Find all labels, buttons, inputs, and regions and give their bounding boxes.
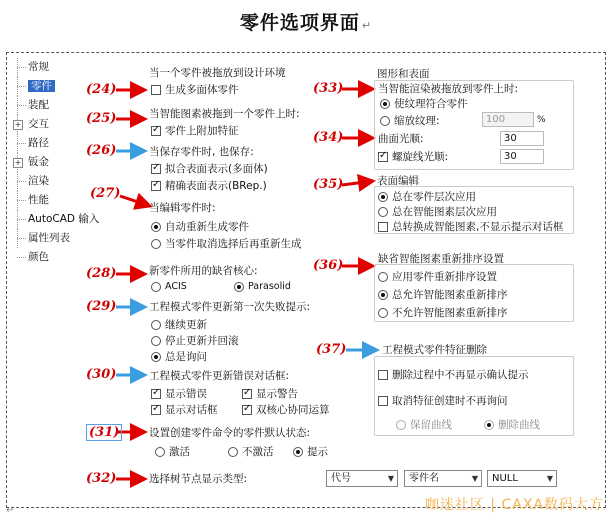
allow-reorder-radio[interactable] xyxy=(378,290,388,300)
watermark: 咖迷社区 | CAXA数码大方 xyxy=(424,497,604,513)
thread-smooth-checkbox[interactable] xyxy=(378,152,388,162)
dual-core-label: 双核心协同运算 xyxy=(256,404,330,416)
multi-body-label: 生成多面体零件 xyxy=(165,84,239,96)
sidebar-item-color[interactable]: 颜色 xyxy=(12,248,106,267)
forbid-reorder-label: 不允许智能图素重新排序 xyxy=(392,307,508,319)
marker-30: (30) xyxy=(86,367,117,382)
marker-34: (34) xyxy=(313,130,344,145)
marker-24: (24) xyxy=(86,82,117,97)
edit-heading: 当编辑零件时: xyxy=(149,202,216,214)
show-warning-checkbox[interactable] xyxy=(242,389,252,399)
surface-smooth-input[interactable]: 30 xyxy=(500,131,544,146)
kernel-heading: 新零件所用的缺省核心: xyxy=(149,265,258,277)
marker-31: (31) xyxy=(86,424,122,441)
percent-unit: % xyxy=(537,115,546,125)
apply-reorder-label: 应用零件重新排序设置 xyxy=(392,271,497,283)
marker-25: (25) xyxy=(86,111,117,126)
acis-radio[interactable] xyxy=(151,282,161,292)
code-dropdown[interactable]: 代号 ▼ xyxy=(326,470,398,487)
activate-label: 激活 xyxy=(169,446,190,458)
continue-update-label: 继续更新 xyxy=(165,319,207,331)
tree-node-type-heading: 选择树节点显示类型: xyxy=(149,473,248,485)
parasolid-label: Parasolid xyxy=(248,281,291,292)
auto-regen-radio[interactable] xyxy=(151,222,161,232)
chevron-down-icon: ▼ xyxy=(546,474,553,483)
fit-texture-label: 使纹理符合零件 xyxy=(394,98,468,110)
fit-surface-label: 拟合表面表示(多面体) xyxy=(165,163,268,175)
stop-rollback-radio[interactable] xyxy=(151,336,161,346)
surface-edit-heading: 表面编辑 xyxy=(377,175,419,187)
surface-smooth-label: 曲面光顺: xyxy=(378,133,424,145)
acis-label: ACIS xyxy=(165,281,187,292)
sidebar-item-general[interactable]: 常规 xyxy=(12,58,106,77)
multi-body-checkbox[interactable] xyxy=(151,85,161,95)
regen-after-deselect-label: 当零件取消选择后再重新生成 xyxy=(165,238,302,250)
keep-curve-radio[interactable] xyxy=(396,420,406,430)
attach-feature-label: 零件上附加特征 xyxy=(165,125,239,137)
sidebar-item-interaction[interactable]: + 交互 xyxy=(12,115,106,134)
marker-26: (26) xyxy=(86,143,117,158)
marker-33: (33) xyxy=(313,81,344,96)
part-level-radio[interactable] xyxy=(378,192,388,202)
marker-35: (35) xyxy=(313,177,344,192)
sidebar-item-part[interactable]: 零件 xyxy=(12,77,106,96)
parasolid-radio[interactable] xyxy=(234,282,244,292)
multi-body-heading: 当一个零件被拖放到设计环境 xyxy=(149,67,286,79)
dual-core-checkbox[interactable] xyxy=(242,405,252,415)
marker-32: (32) xyxy=(86,471,117,486)
update-fail-heading: 工程模式零件更新第一次失败提示: xyxy=(149,301,311,313)
sidebar-item-path[interactable]: 路径 xyxy=(12,134,106,153)
save-heading: 当保存零件时, 也保存: xyxy=(149,146,254,158)
page-title: 零件选项界面 ↵ xyxy=(239,12,373,34)
delete-curve-radio[interactable] xyxy=(484,420,494,430)
null-dropdown[interactable]: NULL ▼ xyxy=(487,470,557,487)
render-drop-heading: 当智能渲染被拖放到零件上时: xyxy=(378,83,519,95)
inactive-label: 不激活 xyxy=(242,446,274,458)
chevron-down-icon: ▼ xyxy=(387,474,394,483)
sidebar-item-assembly[interactable]: 装配 xyxy=(12,96,106,115)
marker-28: (28) xyxy=(86,266,117,281)
marker-27: (27) xyxy=(90,186,121,201)
scale-texture-input[interactable]: 100 xyxy=(482,112,534,127)
apply-reorder-radio[interactable] xyxy=(378,272,388,282)
fit-surface-checkbox[interactable] xyxy=(151,164,161,174)
show-dialog-label: 显示对话框 xyxy=(165,404,218,416)
allow-reorder-label: 总允许智能图素重新排序 xyxy=(392,289,508,301)
keep-curve-label: 保留曲线 xyxy=(410,419,452,431)
expand-icon[interactable]: + xyxy=(14,120,22,129)
forbid-reorder-radio[interactable] xyxy=(378,308,388,318)
no-ask-checkbox[interactable] xyxy=(378,396,388,406)
prompt-radio[interactable] xyxy=(293,447,303,457)
arrow-35 xyxy=(342,181,373,185)
part-name-dropdown[interactable]: 零件名 ▼ xyxy=(404,470,482,487)
continue-update-radio[interactable] xyxy=(151,320,161,330)
default-state-heading: 设置创建零件命令的零件默认状态: xyxy=(149,427,311,439)
scale-texture-label: 缩放纹理: xyxy=(394,115,440,127)
sidebar-item-autocad-input[interactable]: AutoCAD 输入 xyxy=(12,210,106,229)
update-error-heading: 工程模式零件更新错误对话框: xyxy=(149,370,290,382)
convert-feature-checkbox[interactable] xyxy=(378,222,388,232)
show-warning-label: 显示警告 xyxy=(256,388,298,400)
expand-icon[interactable]: + xyxy=(14,158,22,167)
paragraph-mark: ↵ xyxy=(361,19,373,32)
paragraph-mark: ↵ xyxy=(6,505,15,516)
feature-delete-heading: 工程模式零件特征删除 xyxy=(382,344,487,356)
inactive-radio[interactable] xyxy=(228,447,238,457)
reorder-heading: 缺省智能图素重新排序设置 xyxy=(378,253,504,265)
arrow-27 xyxy=(120,196,150,206)
no-ask-label: 取消特征创建时不再询问 xyxy=(392,395,508,407)
prompt-label: 提示 xyxy=(307,446,328,458)
attach-feature-checkbox[interactable] xyxy=(151,126,161,136)
graphics-surface-heading: 图形和表面 xyxy=(377,68,430,80)
chevron-down-icon: ▼ xyxy=(471,474,478,483)
thread-smooth-label: 螺旋线光顺: xyxy=(392,151,449,163)
no-confirm-checkbox[interactable] xyxy=(378,370,388,380)
sidebar-item-property-list[interactable]: 属性列表 xyxy=(12,229,106,248)
auto-regen-label: 自动重新生成零件 xyxy=(165,221,249,233)
thread-smooth-input[interactable]: 30 xyxy=(500,149,544,164)
feature-level-radio[interactable] xyxy=(378,207,388,217)
fit-texture-radio[interactable] xyxy=(380,99,390,109)
marker-37: (37) xyxy=(316,342,347,357)
sidebar-item-sheetmetal[interactable]: + 钣金 xyxy=(12,153,106,172)
precise-surface-checkbox[interactable] xyxy=(151,181,161,191)
show-error-label: 显示错误 xyxy=(165,388,207,400)
convert-feature-label: 总转换成智能图素,不显示提示对话框 xyxy=(392,221,564,233)
always-ask-radio[interactable] xyxy=(151,352,161,362)
show-dialog-checkbox[interactable] xyxy=(151,405,161,415)
scale-texture-radio[interactable] xyxy=(380,116,390,126)
regen-after-deselect-radio[interactable] xyxy=(151,239,161,249)
always-ask-label: 总是询问 xyxy=(165,351,207,363)
delete-curve-label: 删除曲线 xyxy=(498,419,540,431)
marker-36: (36) xyxy=(313,258,344,273)
marker-29: (29) xyxy=(86,299,117,314)
precise-surface-label: 精确表面表示(BRep.) xyxy=(165,180,267,192)
part-level-label: 总在零件层次应用 xyxy=(392,191,476,203)
feature-drop-heading: 当智能图素被拖到一个零件上时: xyxy=(149,108,300,120)
sidebar-item-render[interactable]: 渲染 xyxy=(12,172,106,191)
show-error-checkbox[interactable] xyxy=(151,389,161,399)
activate-radio[interactable] xyxy=(155,447,165,457)
sidebar-item-performance[interactable]: 性能 xyxy=(12,191,106,210)
feature-level-label: 总在智能图素层次应用 xyxy=(392,206,497,218)
no-confirm-label: 删除过程中不再显示确认提示 xyxy=(392,369,529,381)
stop-rollback-label: 停止更新并回滚 xyxy=(165,335,239,347)
